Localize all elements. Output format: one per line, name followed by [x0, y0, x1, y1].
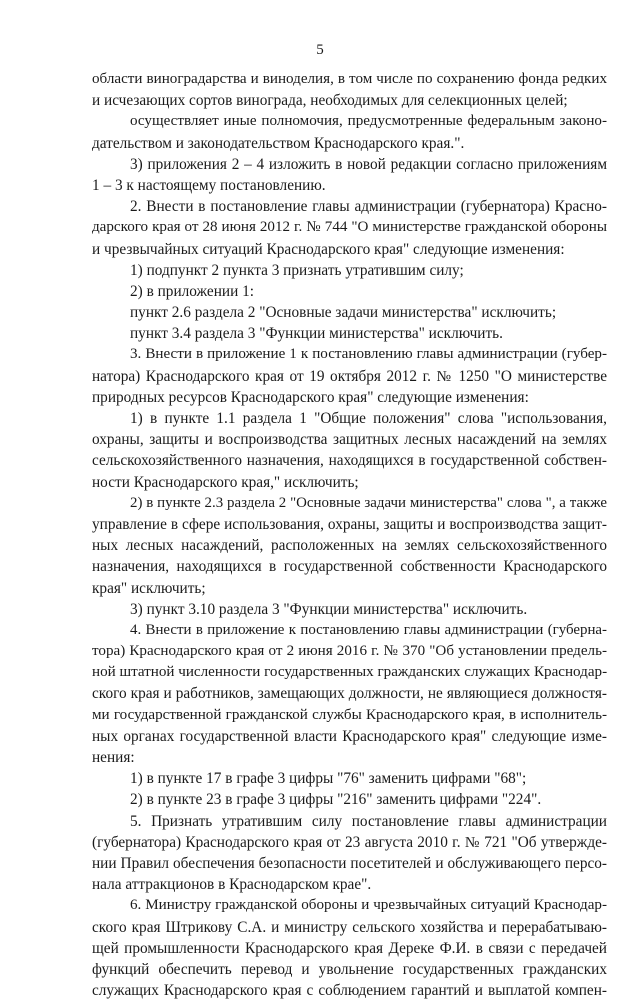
text-line: 1 – 3 к настоящему постановлению.: [92, 176, 326, 194]
text-line: дарского края от 28 июня 2012 г. № 744 "О министерстве гражданской обороны: [92, 219, 607, 236]
text-line: ной штатной численности государственных гражданских служащих Краснодар-: [92, 664, 607, 681]
text-line: 2) в приложении 1:: [130, 282, 254, 300]
text-line: осуществляет иные полномочия, предусмотренные федеральным законо-: [130, 113, 607, 130]
text-line: 2) в пункте 2.3 раздела 2 "Основные задачи министерства" слова ", а также: [130, 494, 607, 511]
text-line: тора) Краснодарского края от 2 июня 2016 г. № 370 "Об установлении предель-: [92, 643, 607, 660]
text-line: щей промышленности Краснодарского края Дереке Ф.И. в связи с передачей: [92, 939, 607, 957]
text-line: функций обеспечить перевод и увольнение государственных гражданских: [92, 960, 607, 978]
text-line: природных ресурсов Краснодарского края" следующие изменения:: [92, 388, 529, 406]
text-line: 5. Признать утратившим силу постановление главы администрации: [130, 812, 607, 830]
document-body: [92, 69, 607, 1001]
text-line: (губернатора) Краснодарского края от 23 августа 2010 г. № 721 "Об утвержде-: [92, 833, 607, 851]
text-line: дательством и законодательством Краснодарского края.".: [92, 134, 465, 152]
text-line: 3) пункт 3.10 раздела 3 "Функции министерства" исключить.: [130, 600, 528, 618]
text-line: края" исключить;: [92, 579, 206, 597]
text-line: 1) в пункте 1.1 раздела 1 "Общие положения" слова "использования,: [130, 410, 607, 427]
text-line: ности Краснодарского края," исключить;: [92, 473, 359, 491]
text-line: 4. Внести в приложение к постановлению главы администрации (губерна-: [130, 621, 607, 638]
text-line: управление в сфере использования, охраны, защиты и воспроизводства защит-: [92, 515, 607, 533]
text-line: и чрезвычайных ситуаций Краснодарского края" следующие изменения:: [92, 240, 565, 258]
text-line: пункт 3.4 раздела 3 "Функции министерства" исключить.: [130, 325, 503, 343]
text-line: охраны, защиты и воспроизводства защитных лесных насаждений на землях: [92, 431, 607, 449]
text-line: и исчезающих сортов винограда, необходимых для селекционных целей;: [92, 92, 568, 110]
text-line: ского края Штрикову С.А. и министру сельского хозяйства и перерабатываю-: [92, 918, 607, 936]
text-line: сельскохозяйственного назначения, находящихся в государственной собствен-: [92, 452, 607, 470]
text-line: 3) приложения 2 – 4 изложить в новой редакции согласно приложениям: [130, 155, 607, 173]
text-line: области виноградарства и виноделия, в том числе по сохранению фонда редких: [92, 71, 607, 87]
text-line: ми государственной гражданской службы Краснодарского края, в исполнитель-: [92, 706, 607, 723]
text-line: 3. Внести в приложение 1 к постановлению главы администрации (губер-: [130, 346, 607, 363]
text-line: нения:: [92, 749, 135, 766]
text-line: ского края и работников, замещающих должности, не являющиеся должностя-: [92, 685, 607, 703]
text-line: 1) подпункт 2 пункта 3 признать утратившим силу;: [130, 261, 464, 279]
text-line: служащих Краснодарского края с соблюдением гарантий и выплатой компен-: [92, 982, 607, 1000]
text-line: назначения, находящихся в государственной собственности Краснодарского: [92, 558, 607, 576]
text-line: 6. Министру гражданской обороны и чрезвычайных ситуаций Краснодар-: [130, 897, 607, 914]
page-number: 5: [316, 42, 324, 58]
text-line: натора) Краснодарского края от 19 октября 2012 г. № 1250 "О министерстве: [92, 367, 607, 385]
text-line: ных органах государственной власти Краснодарского края" следующие изме-: [92, 727, 607, 745]
text-line: ных лесных насаждений, расположенных на землях сельскохозяйственного: [92, 537, 607, 555]
text-line: нала аттракционов в Краснодарском крае".: [92, 876, 372, 894]
text-line: нии Правил обеспечения безопасности посетителей и обслуживающего персо-: [92, 854, 607, 872]
text-line: 1) в пункте 17 в графе 3 цифры "76" заменить цифрами "68";: [130, 770, 527, 788]
text-line: 2) в пункте 23 в графе 3 цифры "216" заменить цифрами "224".: [130, 791, 542, 809]
text-line: 2. Внести в постановление главы администрации (губернатора) Красно-: [130, 198, 607, 216]
text-line: пункт 2.6 раздела 2 "Основные задачи министерства" исключить;: [130, 304, 557, 322]
